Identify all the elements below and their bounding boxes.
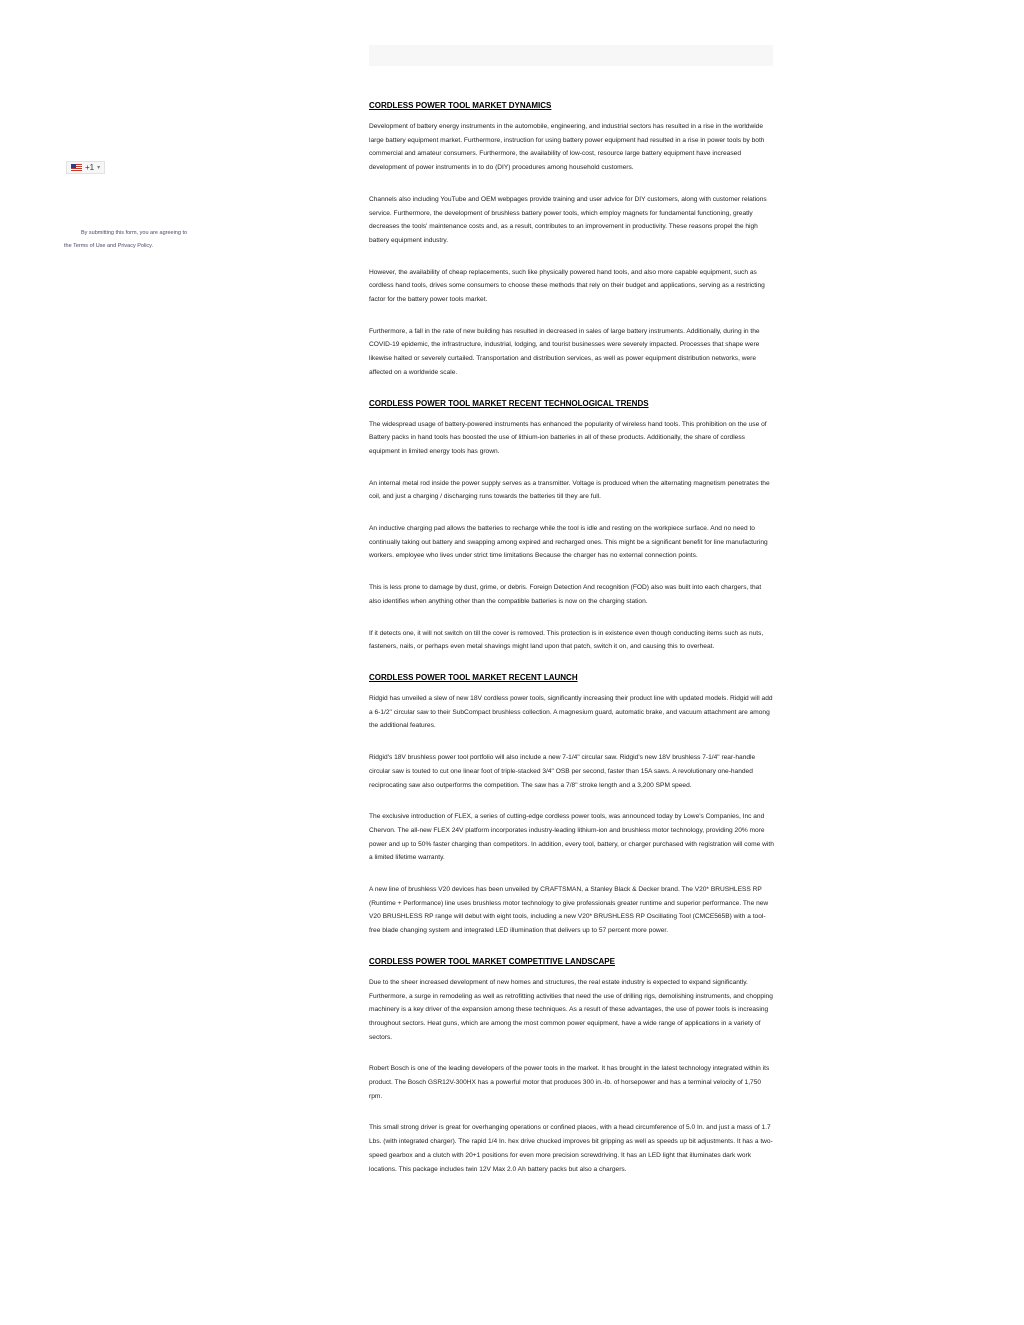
section-paragraph: Ridgid has unveiled a slew of new 18V cordless power tools, significantly increasing their product line with updated models. Ridgid will add a 6-1/2" circular saw to their SubCompact brushless collection. A magnesium guard, automatic brake, and vacuum attachment are among the additional features. (369, 694, 773, 730)
article-section (369, 100, 775, 380)
section-paragraph: Development of battery energy instruments in the automobile, engineering, and industrial sectors has resulted in a rise in the worldwide large battery equipment market. Furthermore, instruction for using battery power equipment had resulted in a rise in power tools by both commercial and amateur consumers. Furthermore, the availability of low-cost, resource large battery equipment have increased development of power instruments in to do (DIY) procedures among household customers. (369, 123, 765, 172)
section-paragraph: Channels also including YouTube and OEM webpages provide training and user advice for DIY customers, along with customer relations service. Furthermore, the development of brushless battery power tools, which employ magnets for fundamental functioning, greatly decreases the tools' maintenance costs and, as a result, contributes to an improvement in productivity. These reasons propel the high battery equipment industry. (369, 195, 767, 244)
section-paragraph: An internal metal rod inside the power supply serves as a transmitter. Voltage is produced when the alternating magnetism penetrates the coil, and just a charging / discharging runs towards the batteries till they are full. (369, 479, 770, 501)
section-paragraph: If it detects one, it will not switch on till the cover is removed. This protection is in existence even though conducting items such as nuts, fasteners, nails, or perhaps even metal shavings might land upon that patch, switch it on, and causing this to overheat. (369, 629, 764, 651)
article-section (369, 672, 775, 938)
top-bar (369, 45, 773, 66)
section-paragraph: An inductive charging pad allows the batteries to recharge while the tool is idle and resting on the workpiece surface. And no need to continually taking out battery and swapping among expired and recharged ones. This might be a significant benefit for line manufacturing workers. employee who lives under strict time limitations Because the charger has no external connection points. (369, 525, 768, 560)
chevron-down-icon: ▾ (97, 165, 101, 171)
section-paragraph: The exclusive introduction of FLEX, a series of cutting-edge cordless power tools, was announced today by Lowe's Companies, Inc and Chervon. The all-new FLEX 24V platform incorporates industry-leading lithium-ion and brushless motor technology, providing 20% more power and up to 50% faster charging than competitors. In addition, every tool, battery, or charger purchased with registration will come with a limited lifetime warranty. (369, 813, 774, 862)
section-paragraph: This is less prone to damage by dust, grime, or debris. Foreign Detection And recognition (FOD) also was built into each chargers, that also identifies when anything other than the compatible batteries is now on the charging station. (369, 584, 762, 605)
section-paragraph: Due to the sheer increased development of new homes and structures, the real estate industry is expected to expand significantly. Furthermore, a surge in remodeling as well as retrofitting activities that need the use of drilling rigs, demolishing instruments, and chopping machinery is a key driver of the expansion among these techniques. As a result of these advantages, the use of power tools is increasing throughout sectors. Heat guns, which are among the most common power equipment, have a wide range of applications in a variety of sectors. (369, 978, 773, 1041)
disclaimer-line-1: By submitting this form, you are agreeing to (80, 230, 188, 236)
us-flag-icon (71, 164, 82, 171)
section-paragraph: The widespread usage of battery-powered instruments has enhanced the popularity of wireless hand tools. This prohibition on the use of Battery packs in hand tools has boosted the use of lithium-ion batteries in all of these products. Additionally, the share of cordless equipment in limited energy tools has grown. (369, 420, 767, 455)
section-paragraph: Ridgid's 18V brushless power tool portfolio will also include a new 7-1/4" circular saw. Ridgid's new 18V brushless 7-1/4" rear-handle circular saw is touted to cut one linear foot of triple-stacked 3/4" OSB per second, faster than 15A saws. A revolutionary one-handed reciprocating saw also outperforms the competition. The saw has a 7/8" stroke length and a 3,200 SPM speed. (369, 754, 756, 789)
section-heading: CORDLESS POWER TOOL MARKET COMPETITIVE LANDSCAPE (369, 956, 615, 966)
article-section (369, 398, 775, 654)
article-content (369, 100, 775, 1194)
section-paragraph: A new line of brushless V20 devices has been unveiled by CRAFTSMAN, a Stanley Black & Decker brand. The V20* BRUSHLESS RP (Runtime + Performance) line uses brushless motor technology to give professionals greater runtime and superior performance. The new V20 BRUSHLESS RP range will debut with eight tools, including a new V20* BRUSHLESS RP Oscillating Tool (CMCE565B) with a tool-free blade changing system and integrated LED illumination that delivers up to 57 percent more power. (369, 886, 769, 935)
phone-code: +1 (85, 163, 95, 172)
section-heading: CORDLESS POWER TOOL MARKET DYNAMICS (369, 101, 552, 110)
section-heading: CORDLESS POWER TOOL MARKET RECENT LAUNCH (369, 672, 578, 682)
section-paragraph: Furthermore, a fall in the rate of new building has resulted in decreased in sales of large battery instruments. Additionally, during in the COVID-19 epidemic, the infrastructure, industrial, lodging, and tourist businesses were severely impacted. Processes that shape were likewise halted or severely curtailed. Transportation and distribution services, as well as power equipment distribution networks, were affected on a worldwide scale. (369, 327, 760, 376)
section-paragraph: This small strong driver is great for overhanging operations or confined places, with a head circumference of 5.0 In. and just a mass of 1.7 Lbs. (with integrated charger). The rapid 1/4 In. hex drive chucked improves bit gripping as well as speeds up bit adjustments. It has a two-speed gearbox and a clutch with 20+1 positions for even more precision screwdriving. It has an LED light that illuminates dark work locations. This package includes twin 12V Max 2.0 Ah battery packs but also a chargers. (369, 1124, 773, 1173)
article-section (369, 956, 775, 1176)
section-paragraph: Robert Bosch is one of the leading developers of the power tools in the market. It has brought in the latest technology integrated within its product. The Bosch GSR12V-300HX has a powerful motor that produces 300 in.-lb. of horsepower and has a terminal velocity of 1,750 rpm. (369, 1065, 770, 1100)
phone-country-select[interactable] (66, 161, 105, 174)
form-disclaimer (64, 227, 204, 253)
sidebar (0, 0, 360, 1325)
disclaimer-line-2: the Terms of Use and Privacy Policy. (64, 243, 154, 249)
section-paragraph: However, the availability of cheap replacements, such like physically powered hand tools, and also more capable equipment, such as cordless hand tools, drives some consumers to choose these methods that rely on their budget and applications, serving as a restricting factor for the battery power tools market. (369, 268, 765, 304)
section-heading: CORDLESS POWER TOOL MARKET RECENT TECHNOLOGICAL TRENDS (369, 398, 649, 408)
